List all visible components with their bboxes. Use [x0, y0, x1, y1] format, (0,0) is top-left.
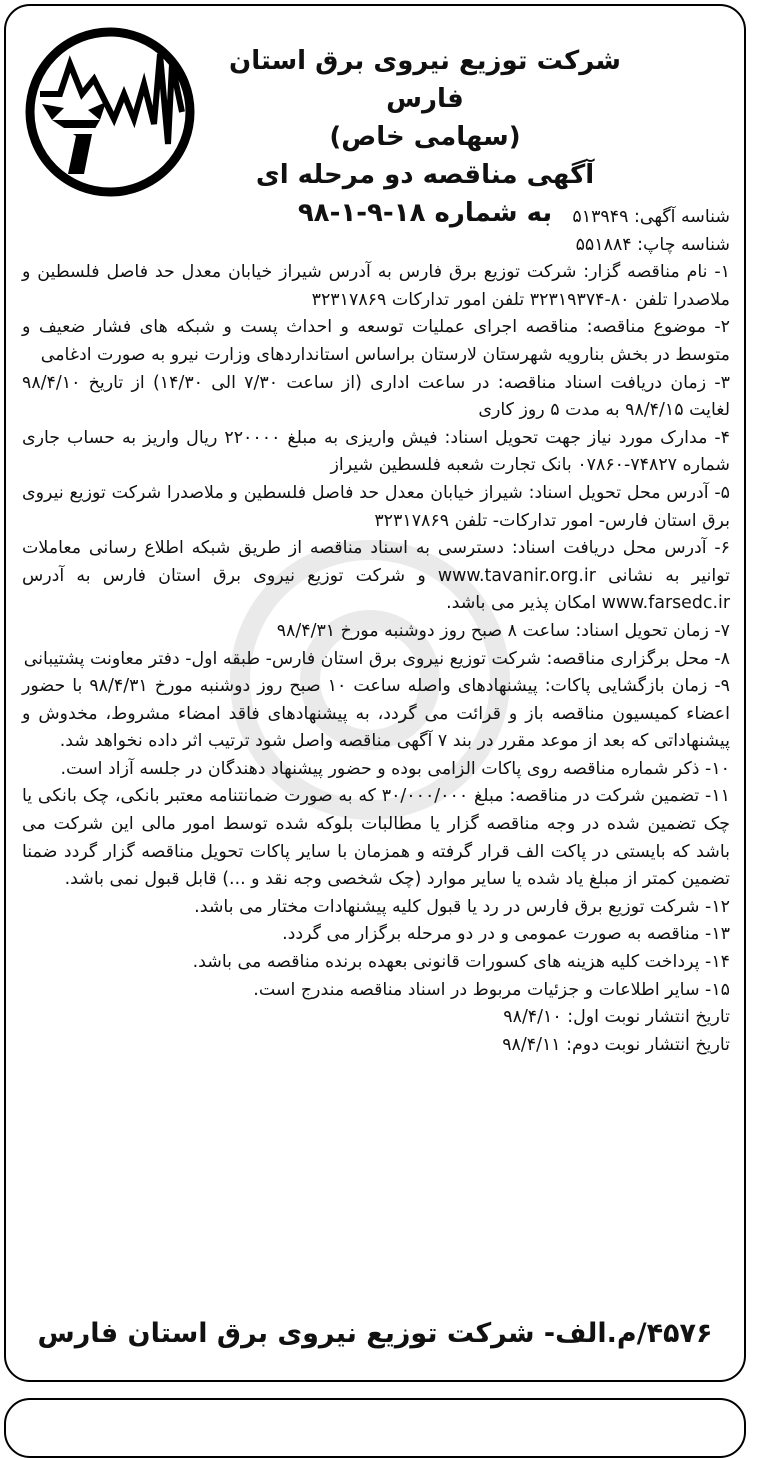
tender-number: به شماره ۱۸-۹-۱-۹۸	[297, 198, 553, 228]
item-7: ۷- زمان تحویل اسناد: ساعت ۸ صبح روز دوشنبه مورخ ۹۸/۴/۳۱	[276, 620, 730, 641]
item-8: ۸- محل برگزاری مناقصه: شرکت توزیع نیروی برق استان فارس- طبقه اول- دفتر معاونت پشتیبانی	[23, 648, 730, 669]
notice-footer: ۴۵۷۶/م.الف- شرکت توزیع نیروی برق استان فارس	[37, 1318, 713, 1349]
item-11: ۱۱- تضمین شرکت در مناقصه: مبلغ ۳۰/۰۰۰/۰۰۰ که به صورت ضمانتنامه معتبر بانکی، چک بانکی یا چک تضمین شده در وجه مناقصه گزار یا مطالبات بلوکه شده توسط امور مالی این شرکت می باشد که بایستی در پاکت الف قرار گرفته و همزمان با سایر پاکات تحویل مناقصه گزار گردد ضمنا تضمین کمتر از مبلغ یاد شده یا سایر موارد (چک شخصی وجه نقد و ...) قابل قبول نمی باشد.	[22, 786, 730, 890]
publish-date-first: تاریخ انتشار نوبت اول: ۹۸/۴/۱۰	[503, 1007, 730, 1028]
item-14: ۱۴- پرداخت کلیه هزینه های کسورات قانونی بعهده برنده مناقصه می باشد.	[192, 952, 730, 973]
item-6: ۶- آدرس محل دریافت اسناد: دسترسی به اسناد مناقصه از طریق شبکه اطلاع رسانی معاملات توانیر به نشانی www.tavanir.org.ir و شرکت توزیع نیروی برق استان فارس به آدرس www.farsedc.ir امکان پذیر می باشد.	[22, 538, 730, 614]
item-1: ۱- نام مناقصه گزار: شرکت توزیع برق فارس به آدرس شیراز خیابان معدل حد فاصل فلسطین و ملاصدرا تلفن ۸۰-۳۲۳۱۹۳۷۴ تلفن امور تدارکات ۳۲۳۱۷۸۶۹	[22, 262, 730, 310]
item-15: ۱۵- سایر اطلاعات و جزئیات مربوط در اسناد مناقصه مندرج است.	[253, 979, 730, 1000]
publish-date-second: تاریخ انتشار نوبت دوم: ۹۸/۴/۱۱	[502, 1034, 730, 1055]
next-notice-frame	[4, 1398, 746, 1458]
item-5: ۵- آدرس محل تحویل اسناد: شیراز خیابان معدل حد فاصل فلسطین و ملاصدرا شرکت توزیع نیروی برق استان فارس- امور تدارکات- تلفن ۳۲۳۱۷۸۶۹	[22, 482, 730, 531]
item-10: ۱۰- ذکر شماره مناقصه روی پاکات الزامی بوده و حضور پیشنهاد دهندگان در جلسه آزاد است.	[60, 758, 730, 779]
item-13: ۱۳- مناقصه به صورت عمومی و در دو مرحله برگزار می گردد.	[282, 924, 730, 945]
item-3: ۳- زمان دریافت اسناد مناقصه: در ساعت اداری (از ساعت ۷/۳۰ الی ۱۴/۳۰) از تاریخ ۹۸/۴/۱۰ لغایت ۹۸/۴/۱۵ به مدت ۵ روز کاری	[22, 372, 730, 421]
notice-body	[22, 204, 730, 1059]
company-name: شرکت توزیع نیروی برق استان فارس	[229, 46, 621, 114]
company-type: (سهامی خاص)	[329, 122, 521, 152]
ad-id: شناسه آگهی: ۵۱۳۹۴۹	[572, 207, 730, 227]
item-4: ۴- مدارک مورد نیاز جهت تحویل اسناد: فیش واریزی به مبلغ ۲۲۰۰۰۰ ریال واریز به حساب جاری شماره ۷۴۸۲۷-۰۷۸۶۰ بانک تجارت شعبه فلسطین شیراز	[22, 427, 730, 476]
item-9: ۹- زمان بازگشایی پاکات: پیشنهادهای واصله ساعت ۱۰ صبح روز دوشنبه مورخ ۹۸/۴/۳۱ با حضور اعضاء کمیسیون مناقصه باز و قرائت می گردد، به پیشنهادهای فاقد امضاء مشروط، مخدوش و پیشنهاداتی که بعد از موعد مقرر در بند ۷ آگهی مناقصه واصل شود ترتیب اثر داده نخواهد شد.	[22, 676, 730, 752]
print-id: شناسه چاپ: ۵۵۱۸۸۴	[575, 234, 730, 255]
notice-title: آگهی مناقصه دو مرحله ای	[255, 160, 595, 190]
company-logo	[22, 24, 198, 200]
notice-ids	[22, 204, 730, 259]
item-12: ۱۲- شرکت توزیع برق فارس در رد یا قبول کلیه پیشنهادات مختار می باشد.	[194, 896, 730, 917]
item-2: ۲- موضوع مناقصه: مناقصه اجرای عملیات توسعه و احداث پست و شبکه های فشار ضعیف و متوسط در بخش بنارویه شهرستان لارستان براساس استانداردهای وزارت نیرو به صورت ادغامی	[22, 317, 730, 365]
